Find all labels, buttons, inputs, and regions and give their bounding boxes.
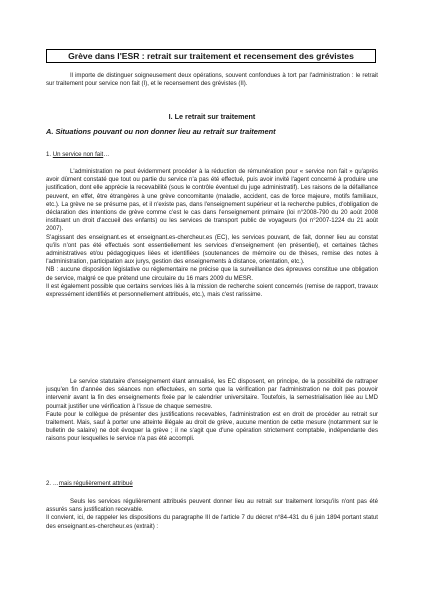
paragraph: Seuls les services régulièrement attribués peuvent donner lieu au retrait sur traitement lorsqu'ils n'ont pas été assurés sans justification recevable.: [46, 498, 378, 514]
item-2-label: mais régulièrement attribué: [58, 480, 133, 487]
paragraph: Le service statutaire d'enseignement étant annualisé, les EC disposent, en principe, de la possibilité de rattraper jusqu'en fin d'année des séances non effectuées, en sorte que la vérification par l'administration ne doit pas pouvoir intervenir avant la fin des enseignements fixée par le calendrier universitaire. Toutefois, la semestrialisation liée au LMD pourrait justifier une vérification à l'issue de chaque semestre.: [46, 378, 378, 410]
paragraph: S'agissant des enseignant.es et enseignant.es-chercheur.es (EC), les services pouvant, de fait, donner lieu au constat qu'ils n'ont pas été effectués sont essentiellement les services d'enseignement (en présentiel), et certaines tâches administratives et/ou pédagogiques liées et identifiées (soutenances de mémoire ou de thèses, remise des notes à l'administration, participation aux jurys, gestion des enseignements à distance, orientation, etc.).: [46, 233, 378, 266]
paragraph: Faute pour le collègue de présenter des justifications recevables, l'administration est en droit de procéder au retrait sur traitement. Mais, sauf à porter une atteinte illégale au droit de grève, aucune mention de cette mesure (notamment sur le bulletin de salaire) ne doit évoquer la grève ; il ne s'agit que d'une opération strictement comptable, indépendante des raisons pour lesquelles le service n'a pas été accompli.: [46, 410, 378, 443]
item-1-heading: [46, 151, 378, 159]
paragraph: Il convient, ici, de rappeler les dispositions du paragraphe III de l'article 7 du décret n°84-431 du 6 juin 1894 portant statut des enseignant.es-chercheur.es (extrait) :: [46, 514, 378, 530]
section-heading-1: I. Le retrait sur traitement: [168, 112, 256, 121]
intro-block: [46, 72, 378, 88]
intro-paragraph: Il importe de distinguer soigneusement deux opérations, souvent confondues à tort par l'administration : le retrait sur traitement pour service non fait (I), et le recensement des grévistes (II).: [46, 72, 378, 88]
subsection-heading-a: A. Situations pouvant ou non donner lieu au retrait sur traitement: [46, 127, 276, 136]
document-title: Grève dans l'ESR : retrait sur traitement et recensement des grévistes: [46, 49, 376, 63]
body-block-3: [46, 498, 378, 531]
paragraph: L'administration ne peut évidemment procéder à la réduction de rémunération pour « service non fait » qu'après avoir dûment constaté que tout ou partie du service n'a pas été effectué, puis avoir invité l'agent concerné à produire une justification, dont elle apprécie la recevabilité (sous le contrôle éventuel du juge administratif). Les raisons de la défaillance peuvent, en effet, être étrangères à une grève concomitante (maladie, accident, cas de force majeure, motifs familiaux, etc.). La grève ne se présume pas, et il n'existe pas, dans l'enseignement supérieur et la recherche publics, d'obligation de déclaration des intentions de grève comme c'est le cas dans l'enseignement primaire (loi n°2008-790 du 20 août 2008 instituant un droit d'accueil des enfants) ou les services de transport public de voyageurs (loi n°2007-1224 du 21 août 2007).: [46, 168, 378, 233]
paragraph: NB : aucune disposition législative ou réglementaire ne précise que la surveillance des épreuves constitue une obligation de service, malgré ce que prétend une circulaire du 16 mars 2009 du MESR.: [46, 266, 378, 282]
body-block-2: [46, 378, 378, 444]
item-2-number: 2. …: [46, 480, 59, 487]
paragraph: Il est également possible que certains services liés à la mission de recherche soient concernés (remise de rapport, travaux expressément identifiés et personnellement attribués, etc.), mais c'est rarissime.: [46, 282, 378, 299]
item-1-suffix: …: [103, 151, 110, 158]
body-block-1: [46, 168, 378, 299]
item-1-label: Un service non fait: [52, 151, 104, 158]
item-2-heading: [46, 480, 378, 488]
item-1-number: 1.: [46, 151, 53, 158]
